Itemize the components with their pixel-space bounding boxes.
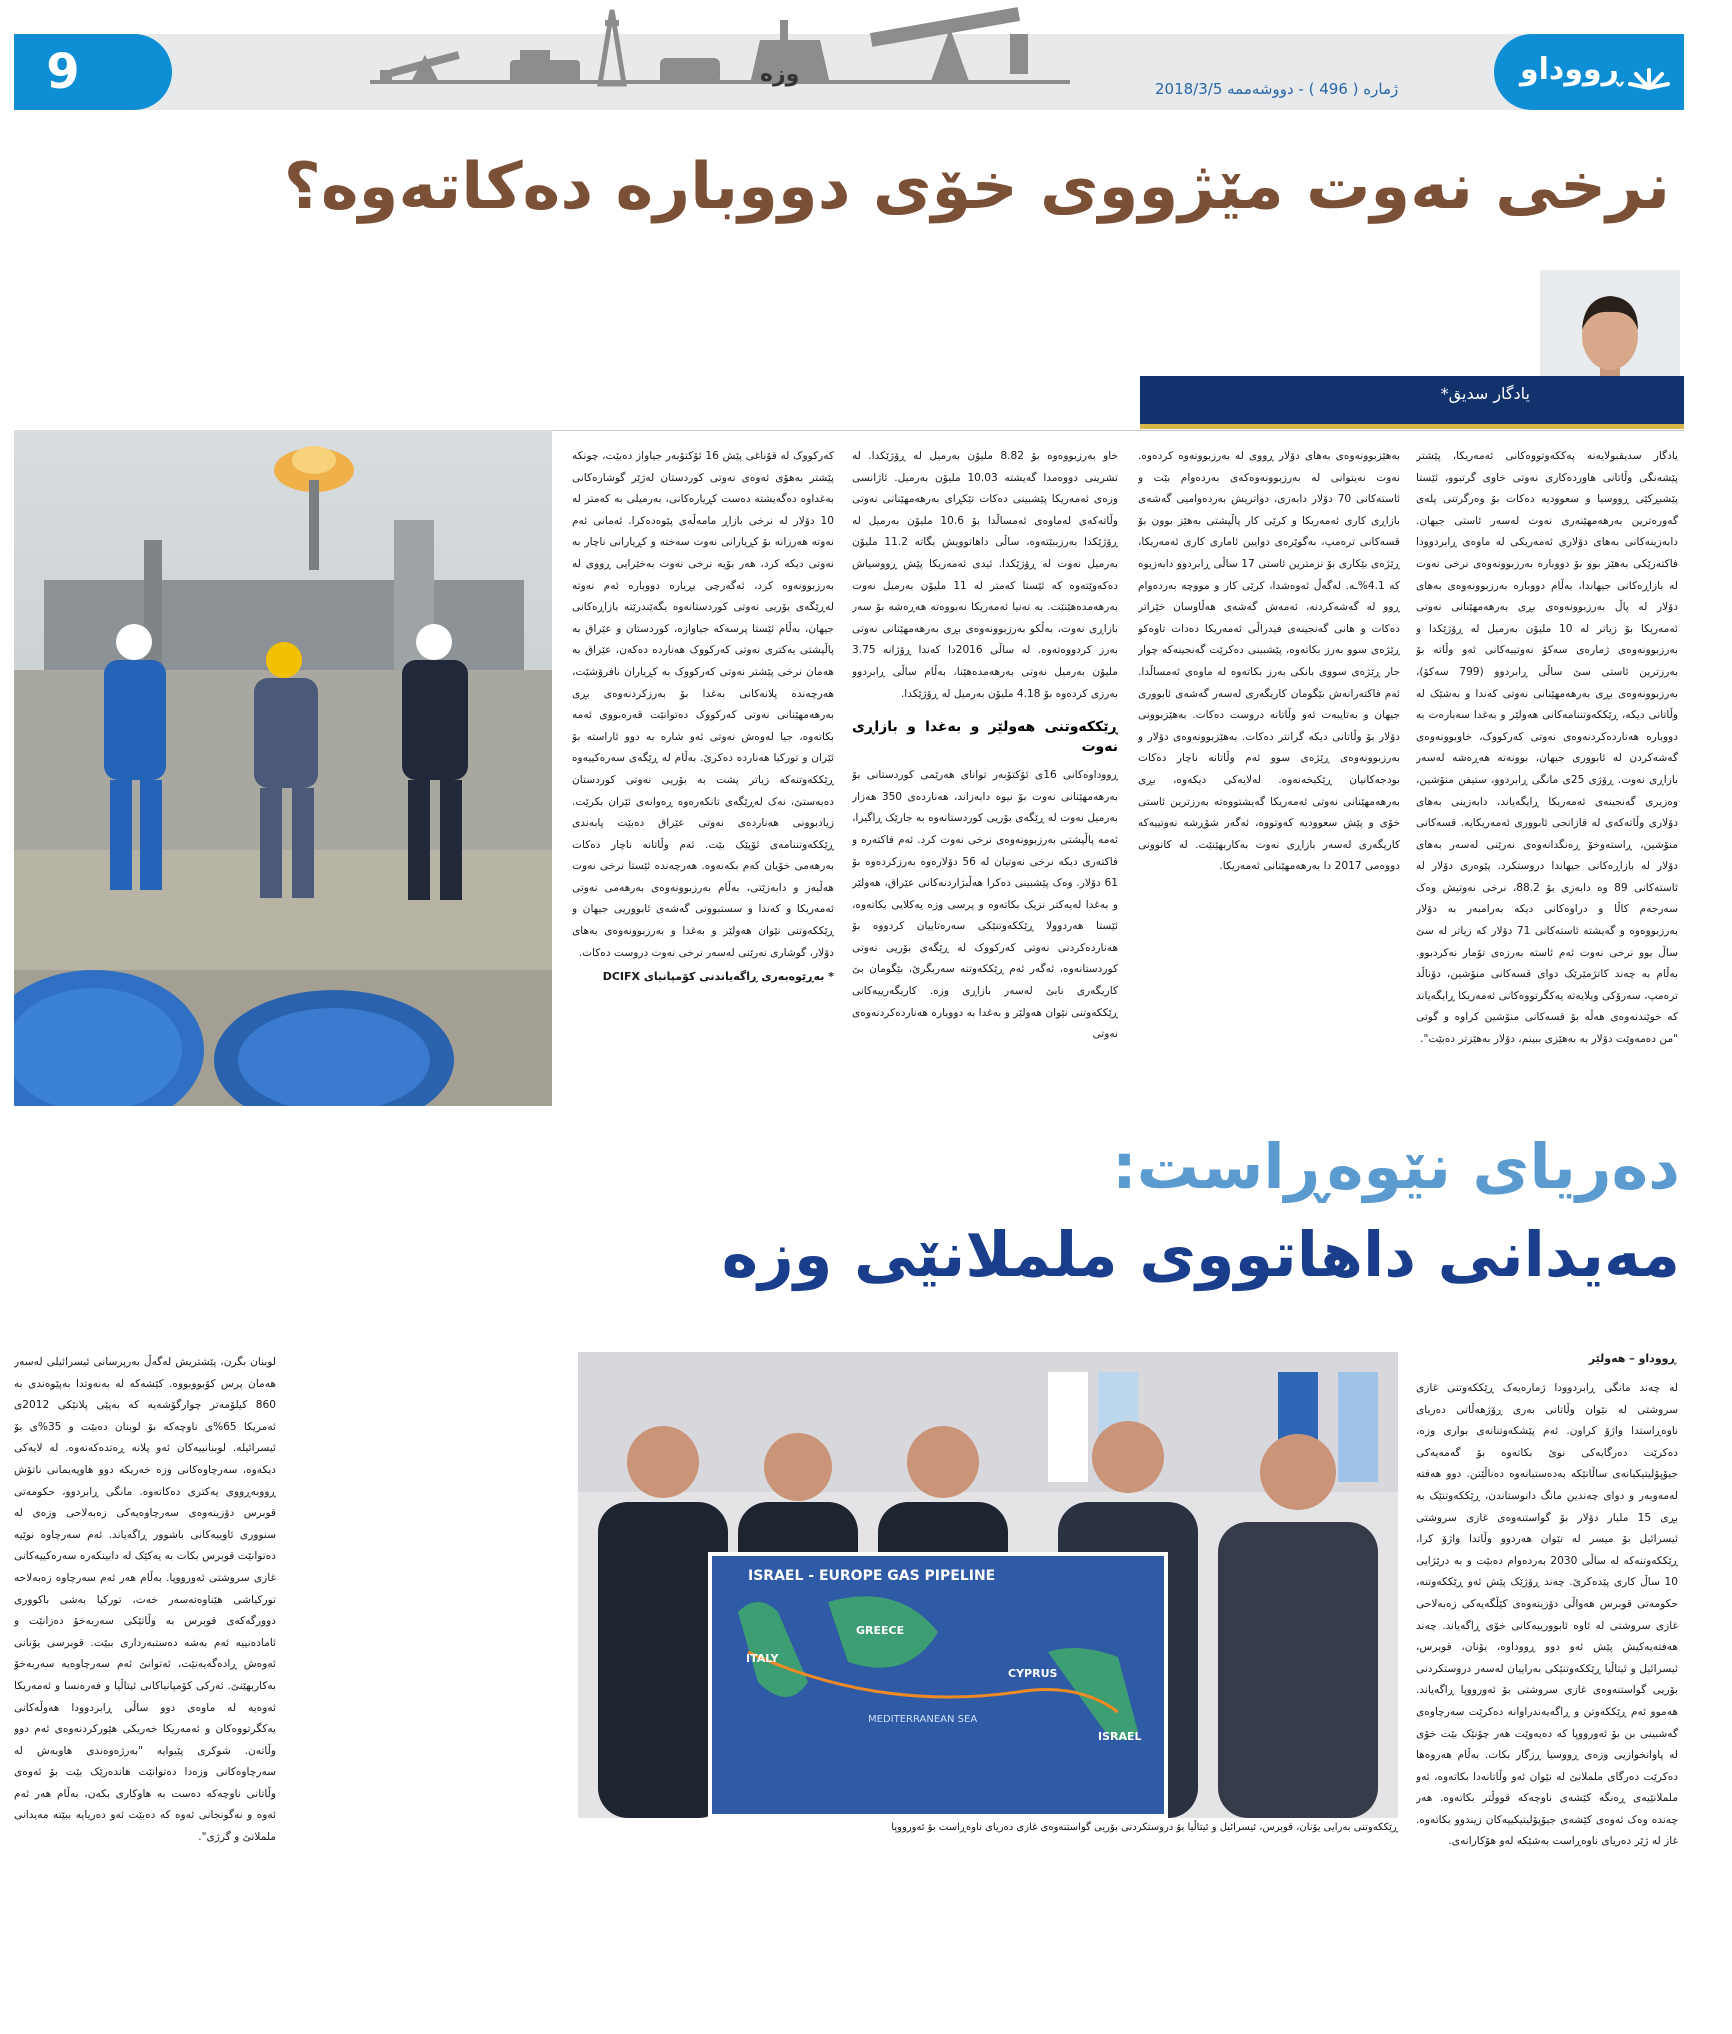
article1-col1-text: یادگار سدیقبولایەنە پەککەوتووەکانی ئەمەریکا، پێشتر پێشەنگی وڵاتانی هاوردەکاری نەوتی خاوی گرتبوو، ئێستا پێشبڕکێی ڕووسیا و سعوودیە دەکات بۆ وەرگرتنی پلەی گەورەترین بەرهەمهێنەری نەوت لەسەر ئاستی جیهان. دابەزینەکانی بەهای دۆلاری ئەمەریکی لە ماوەی ڕابردوودا فاکتەرێکی بەهێز بوو بۆ دووبارە بەرزبوونەوەی نرخی نەوت لە بازاڕەکانی جیهاندا، بەڵام دووبارە بەرزبوونەوەی بەهای دۆلار لە پاڵ بەرزبوونەوەی بڕی بەرهەمهێنانی نەوتی ئەمەریکا بۆ زیاتر لە 10 ملیۆن بەرمیل لە ڕۆژێکدا و بەرزبوونەوەی ژمارەی سەکۆ نەوتییەکانی ئەو وڵاتە بۆ بەرزترین ئاستی سێ ساڵی ڕابردوو (799 سەکۆ)، بەرزبوونەوەی بڕی بەرهەمهێنانی نەوتی کەندا و بەشێک لە وڵاتانی دیکە، ڕێککەوتننامەکانی هەولێر و بەغدا سەبارەت بە دووبارە هەناردەکردنەوەی نەوتی کەرکووک، خاوبوونەوەی گەشەکردن لە ئابووری جیهان، بوونەتە هەڕەشە لەسەر بازاڕی نەوت. ڕۆژی 25ی مانگی ڕابردوو، ستیفن منۆشین، وەزیری گەنجینەی ئەمەریکا ڕایگەیاند، دابەزینی بەهای دۆلاری وڵاتەکەی لە قازانجی ئابووری ئەمەریکایە. قسەکانی منۆشین، ڕاستەوخۆ ڕەنگدانەوەی نەرێنی لەسەر بەهای دۆلار لە بازاڕەکانی جیهاندا دروستکرد. پێوەری دۆلار لە ئاستەکانی 89 وە دابەزی بۆ 88.2، نرخی نەوتیش وەک سەرجەم کاڵا و دراوەکانی دیکە بەرامبەر بە دۆلار بەرزبووەوە و گەیشتە ئاستەکانی 71 دۆلار کە زیاتر لە سێ ساڵ بوو نرخی نەوت ئەم ئاستە بەرزەی تۆمار نەکردبوو. بەڵام بە چەند کاتژمێرێک دوای قسەکانی منۆشین، دۆناڵد ترەمپ، سەرۆکی ویلایەتە یەکگرتووەکانی ئەمەریکا ڕایگەیاند کە خوێندنەوەی هەڵە بۆ قسەکانی منۆشین کراوە و گوتی "من دەمەوێت دۆلار بە بەهێزی ببینم، دۆلار بەهێزتر دەبێت". (1416, 450, 1678, 1046)
article1-headline: نرخی نەوت مێژووی خۆی دووبارە دەکاتەوە؟ (283, 150, 1670, 224)
photo2-caption: ڕێککەوتنی بەرایی یۆنان، قوبرس، ئیسرائیل و ئیتاڵیا بۆ دروستکردنی بۆریی گواستنەوەی غازی دەریای ناوەڕاست بۆ ئەورووپا (891, 1822, 1398, 1833)
logo-sun-icon (1622, 42, 1676, 92)
article2-col1-text: لە چەند مانگی ڕابردوودا ژمارەیەک ڕێککەوتنی غازی سروشتی لە نێوان وڵاتانی بەری ڕۆژهەڵاتی دەریای ناوەڕاستدا واژۆ کراون. ئەم پێشکەوتنانەی بواری وزە، دەکرێت دەرگایەکی نوێ بکاتەوە بۆ گەمەیەکی جیۆپۆلیتیکیانەی ساڵانێکە بەدەستیانەوە دەناڵێنن. دوو هەفتە لەمەوبەر و دوای چەندین مانگ دانوستاندن، ڕێککەوتنێک بە بڕی 15 ملیار دۆلار بۆ گواستنەوەی غازی سروشتی ئیسرائیل بۆ میسر لە نێوان هەردوو وڵاتدا واژۆ کرا، ڕێککەوتنەکە لە ساڵی 2030 بەردەوام دەبێت و بە درێژایی 10 ساڵ کاری پێدەکرێ. چەند ڕۆژێک پێش ئەو ڕێککەوتنە، حکومەتی قوبرس هەواڵی دۆزینەوەی کێڵگەیەکی زەبەلاحی غازی سروشتی لە ئاوە ئابوورییەکانی خۆی ڕاگەیاند. چەند هەفتەیەکیش پێش ئەو دوو ڕووداوە، یۆنان، قوبرس، ئیسرائیل و ئیتاڵیا ڕێککەوتنێکی بەراییان لەسەر دروستکردنی بۆریی گواستنەوەی غازی سروشتی بۆ ئەورووپا ڕاگەیاند. هەموو ئەم ڕێککەوتن و ڕاگەیەندراوانە دەکرێت سەرچاوەی گەشبینی بن بۆ ئەورووپا کە دەیەوێت هەر چۆنێک بێت خۆی لە پاوانخوازیی وزەی ڕووسیا ڕزگار بکات. بەڵام هەروەها دەکرێت دەرگای ململانێ لە نێوان ئەو وڵاتانەدا بکاتەوە، ئەو ململانێیەی ڕەنگە کێشەی ناوچەکە قووڵتر بکاتەوە. هەر چەندە وەک ئەوەی کێشەی جیۆپۆلیتیکییەکان زیندوو بکاتەوە. غاز لە ژێر دەریای ناوەڕاست بەشێکە لەو هۆکارانەی. (1416, 1382, 1678, 1848)
article1-col3-text: خاو بەرزبووەوە بۆ 8.82 ملیۆن بەرمیل لە ڕۆژێکدا. لە تشرینی دووەمدا گەیشتە 10.03 ملیۆن بەرمیل. ئاژانسی وزەی ئەمەریکا پێشبینی دەکات تێکڕای بەرهەمهێنانی نەوتی وڵاتەکەی لەماوەی ئەمساڵدا بۆ 10.6 ملیۆن بەرمیل لە ڕۆژێکدا بەرزببێتەوە، ساڵی داهاتوویش بگاتە 11.2 ملیۆن بەرمیل نەوت لە ڕۆژێکدا. ئیدی ئەمەریکا پێش ڕووسیاش دەکەوێتەوە کە ئێستا کەمتر لە 11 ملیۆن بەرمیل نەوت بەرهەمدەهێنێت. بە تەنیا ئەمەریکا نەبووەتە هەڕەشە بۆ سەر بازاڕی نەوت، بەڵکو بەرزبوونەوەی بڕی بەرهەمهێنانی نەوتی بەرز کردووەتەوە. لە ساڵی 2016دا کەندا ڕۆژانە 3.75 ملیۆن بەرمیل نەوتی بەرهەمدەهێنا، بەڵام ساڵی ڕابردوو بەرزی کردەوە بۆ 4.18 ملیۆن بەرمیل لە ڕۆژێکدا. (852, 450, 1118, 700)
article1-col2-text: بەهێزبوونەوەی بەهای دۆلار ڕووی لە بەرزبوونەوە کردەوە. نەوت نەیتوانی لە بەرزبوونەوەکەی بەردەوام بێت و ئاستەکانی 70 دۆلار دابەزی، دواتریش بەردەوامیی گەشەی بازاڕی کاری ئەمەریکا و کرێی کار پاڵپشتی بەهێز بوون بۆ قسەکانی ترەمپ، بەگوێرەی دوایین ئاماری کاری ئەمەریکا، ڕێژەی بێکاری بۆ نزمترین ئاستی 17 ساڵی ڕابردوو دابەزیوە کە 4.1%ـە. لەگەڵ ئەوەشدا، کرێی کار و مووچە بەردەوام ڕوو لە گەشەکردنە، ئەمەش گەشەی هەڵاوسان خێراتر دەکات و هانی گەنجینەی فیدراڵی ئەمەریکا دەدات تاوەکو ڕێژەی سوو بەرز بکاتەوە، پێشبینی دەکرێت گەنجینەکە چوار جار ڕێژەی سووی بانکی بەرز بکاتەوە لە ماوەی ئەمساڵدا. ئەم فاکتەرانەش بێگومان کاریگەری لەسەر گەشەی ئابووری جیهان و بەتایبەت ئەو وڵاتانە دروست دەکات. بەهێزبوونی دۆلار بۆ وڵاتانی دیکە گرانتر دەکات. بەهێزبوونەوەی دۆلار و بەرزبوونەوەی ڕێژەی سوو ئەم وڵاتانە ناچار دەکات بودجەکانیان ڕێکبخەنەوە. لەلایەکی دیکەوە، بڕی بەرهەمهێنانی نەوتی ئەمەریکا گەیشتووەتە بەرزترین ئاستی خۆی و پێش سعوودیە کەوتووە، ئەگەر شۆڕشە نەوتییەکە کاریگەری لەسەر بازاڕی نەوت بەکاربهێنێت. لە کانوونی دووەمی 2017 دا بەرهەمهێنانی ئەمەریکا. (1138, 450, 1400, 873)
map-label-israel: ISRAEL (1098, 1730, 1142, 1743)
article2-column-1 (1416, 1378, 1678, 2028)
article2-headline-line2: مەیدانی داهاتووی ململانێی وزە (721, 1218, 1680, 1291)
oil-workers-photo (14, 430, 552, 1106)
author-credit: * بەڕێوەبەری ڕاگەیاندنی کۆمپانیای DCIFX (602, 970, 834, 984)
map-title: ISRAEL - EUROPE GAS PIPELINE (748, 1568, 996, 1584)
article1-col3b-text: ڕووداوەکانی 16ی ئۆکتۆبەر توانای هەرێمی کوردستانی بۆ بەرهەمهێنانی نەوت بۆ نیوە دابەزاند، هەناردەی 350 هەزار بەرمیل نەوت لە ڕێگەی بۆریی کوردستانەوە بە جارێک ڕاگیرا، ئەمە پاڵپشتی بەرزبوونەوەی نرخی نەوت کرد. ئەم فاکتەرە و فاکتەری دیکە نرخی نەوتیان لە 56 دۆلارەوە بەرزکردەوە بۆ 61 دۆلار. وەک پێشبینی دەکرا هەڵبژاردنەکانی عێراق، هەولێر و بەغدا لەیەکتر نزیک بکاتەوە و پرسی وزە یەکلایی بکاتەوە، ئێستا هەردوولا ڕێککەوتنێکی سەرەتاییان کردووە بۆ هەناردەکردنی نەوتی کەرکووک لە ڕێگەی بۆریی نەوتی کوردستانەوە، ئەگەر ئەم ڕێککەوتنە سەربگرێ، بێگومان بێ کاریگەری نابێ لەسەر بازاڕی وزە. کاریگەرییەکانی ڕێککەوتنی نێوان هەولێر و بەغدا بە دووبارە هەناردەکردنەوەی نەوتی (852, 769, 1118, 1041)
article2-byline: ڕووداو – هەولێر (1588, 1352, 1676, 1365)
article1-column-1 (1416, 446, 1678, 1106)
map-label-italy: ITALY (746, 1652, 779, 1665)
author-name: یادگار سدیق* (1440, 384, 1530, 403)
article2-headline-line1: دەریای نێوەڕاست: (1111, 1130, 1680, 1203)
section-label: وزە (760, 62, 800, 87)
author-bar-accent (1140, 424, 1684, 429)
article1-column-2 (1138, 446, 1400, 1106)
article1-column-4 (572, 446, 834, 1106)
pipeline-signing-photo (578, 1352, 1398, 1818)
article1-subhead: ڕێککەوتنی هەولێر و بەغدا و بازاڕی نەوت (852, 719, 1118, 756)
page-number: 9 (14, 34, 112, 110)
article2-col4-text: لوبنان بگرن، پێشتریش لەگەڵ بەرپرسانی ئیسرائیلی لەسەر هەمان پرس کۆبووبووە. کێشەکە لە بەنەوتدا بەپێوەندی بە 860 کیلۆمەتر چوارگۆشەیە کە بەپێی پلانێکی 2012ی ئەمریکا 65%ی ناوچەکە بۆ لوبنان دەبێت و 35%ی بۆ ئیسرائیلە. لوبنانییەکان ئەو پلانە ڕەتدەکەنەوە. لە لایەکی دیکەوە، سەرچاوەکانی وزە خەریکە دوو هاوپەیمانی ناتۆش ڕووبەڕووی یەکتری دەکاتەوە. مانگی ڕابردوو، حکومەتی قوبرس دۆزینەوەی سەرچاوەیەکی زەبەلاحی وزەی لە سنووری ئاوییەکانی باشوور ڕاگەیاند. ئەم سەرچاوە نوێیە دەتوانێت قوبرس بکات بە یەکێک لە دابینکەرە سەرەکییەکانی غازی سروشتی ئەورووپا. بەڵام هەر ئەم سەرچاوە زەبەلاحە تورکیاشی هێناوەتەسەر خەت، تورکیا بەشی باکووری دوورگەکەی قوبرس بە وڵاتێکی سەربەخۆ دەزانێت و ئامادەنییە ئەم بەشە دەستبەرداری ببێت. قوبرسی یۆنانی ئەوەش ڕادەگەیەنێت، ئەتوانێ ئەم سەرچاوەیە سەربەخۆ بەکاربهێنێ. ئەرکی کۆمپانیاکانی ئیتاڵیا و فەرەنسا و ئەمەریکا ئەوەیە لە ماوەی دوو ساڵی ڕابردوودا هەوڵەکانی یەکگرتووەکان و ئەمەریکا خەریکی هێورکردنەوەی ئەم دوو وڵاتەن. شوکری پێیوایە "بەرژەوەندی هاوبەش لە سەرچاوەکانی وزەدا دەتوانێت هاندەرێک بێت بۆ ئەوەی وڵاتانی ناوچەکە دەست بە هاوکاری بکەن، بەڵام هەر ئەم ئەوە و نەگونجانی ئەوە کە دەبێت ئەو دەریایە ببێتە مەیدانی ململانێ و گرژی". (14, 1356, 276, 1844)
map-label-cyprus: CYPRUS (1008, 1667, 1058, 1680)
issue-date: ژمارە ( 496 ) - دووشەممە 2018/3/5 (1155, 80, 1399, 98)
map-label-sea: MEDITERRANEAN SEA (868, 1714, 978, 1725)
oil-industry-skyline-icon (350, 0, 1100, 110)
map-label-greece: GREECE (856, 1624, 905, 1637)
rudaw-logo: ڕووداو (1520, 52, 1623, 87)
article1-column-3 (852, 446, 1118, 1106)
article2-column-4 (14, 1352, 276, 2028)
article1-col4-text: کەرکووک لە قۆناغی پێش 16 ئۆکتۆبەر جیاواز دەبێت، چونکە پێشتر بەهۆی ئەوەی نەوتی کوردستان لەژێر گوشارەکانی بەغداوە دەگەیشتە دەست کڕیارەکانی، بەرمیلی بە کەمتر لە 10 دۆلار لە نرخی بازاڕ مامەڵەی پێوەدەکرا. ئەمانی ئەم نەوتە هەرزانە بۆ کڕیارانی نەوت سەختە و کڕیارانی ناچار بە نەوتی دیکە کرد، هەر بۆیە نرخی نەوت بەخێرایی ڕووی لە بەرزبوونەوە کرد، ئەگەرچی بڕیارە دووبارە ئەم نەوتە لەڕێگەی بۆریی نەوتی کوردستانەوە بگەێندرێتە بازاڕەکانی جیهان، بەڵام ئێستا پرسەکە جیاوازە، کوردستان و عێراق بە پاڵپشتی یەکتری نەوتی کەرکووک هەناردە دەکەن، عێراق بە هەمان نرخی پێشتر نەوتی کەرکووک بە کڕیاران نافرۆشێت، هەرچەندە پلانەکانی بەغدا بۆ بەرزکردنەوەی بڕی بەرهەمهێنانی نەوتی کەرکووک دەتوانێت قەرەبووی ئەمە بکاتەوە، جیا لەوەش نەوتی ئەو شارە بە دوو ئاراستە بۆ ئێران و تورکیا هەناردە دەکرێ. بەڵام لە ڕێگەی سەرەکییەوە ڕێککەوتنەکە زیاتر پشت بە بۆریی نەوتی کوردستان دەبەستێ، نەک لەڕێگەی تانکەرەوە ڕەوانەی ئێران بکرێت. زیادبوونی هەناردەی نەوتی عێراق دەبێت پابەندی ڕێککەوتننامەی ئۆپێک بێت. ئەم وڵاتانە ناچار دەکات بەرهەمی خۆیان کەم بکەنەوە. هەرچەندە ئێستا نرخی نەوت هەڵبەز و دابەزێتی، بەڵام بەرزبوونەوەی بەرهەمی نەوتی ئەمەریکا و کەندا و سستبوونی گەشەی ئابووریی جیهان و ڕێککەوتنی نێوان هەولێر و بەغدا و بەرزبوونەوەی بەهای دۆلار، گوشاری نەرێنی لەسەر نرخی نەوت دروست دەکات. (572, 450, 834, 959)
